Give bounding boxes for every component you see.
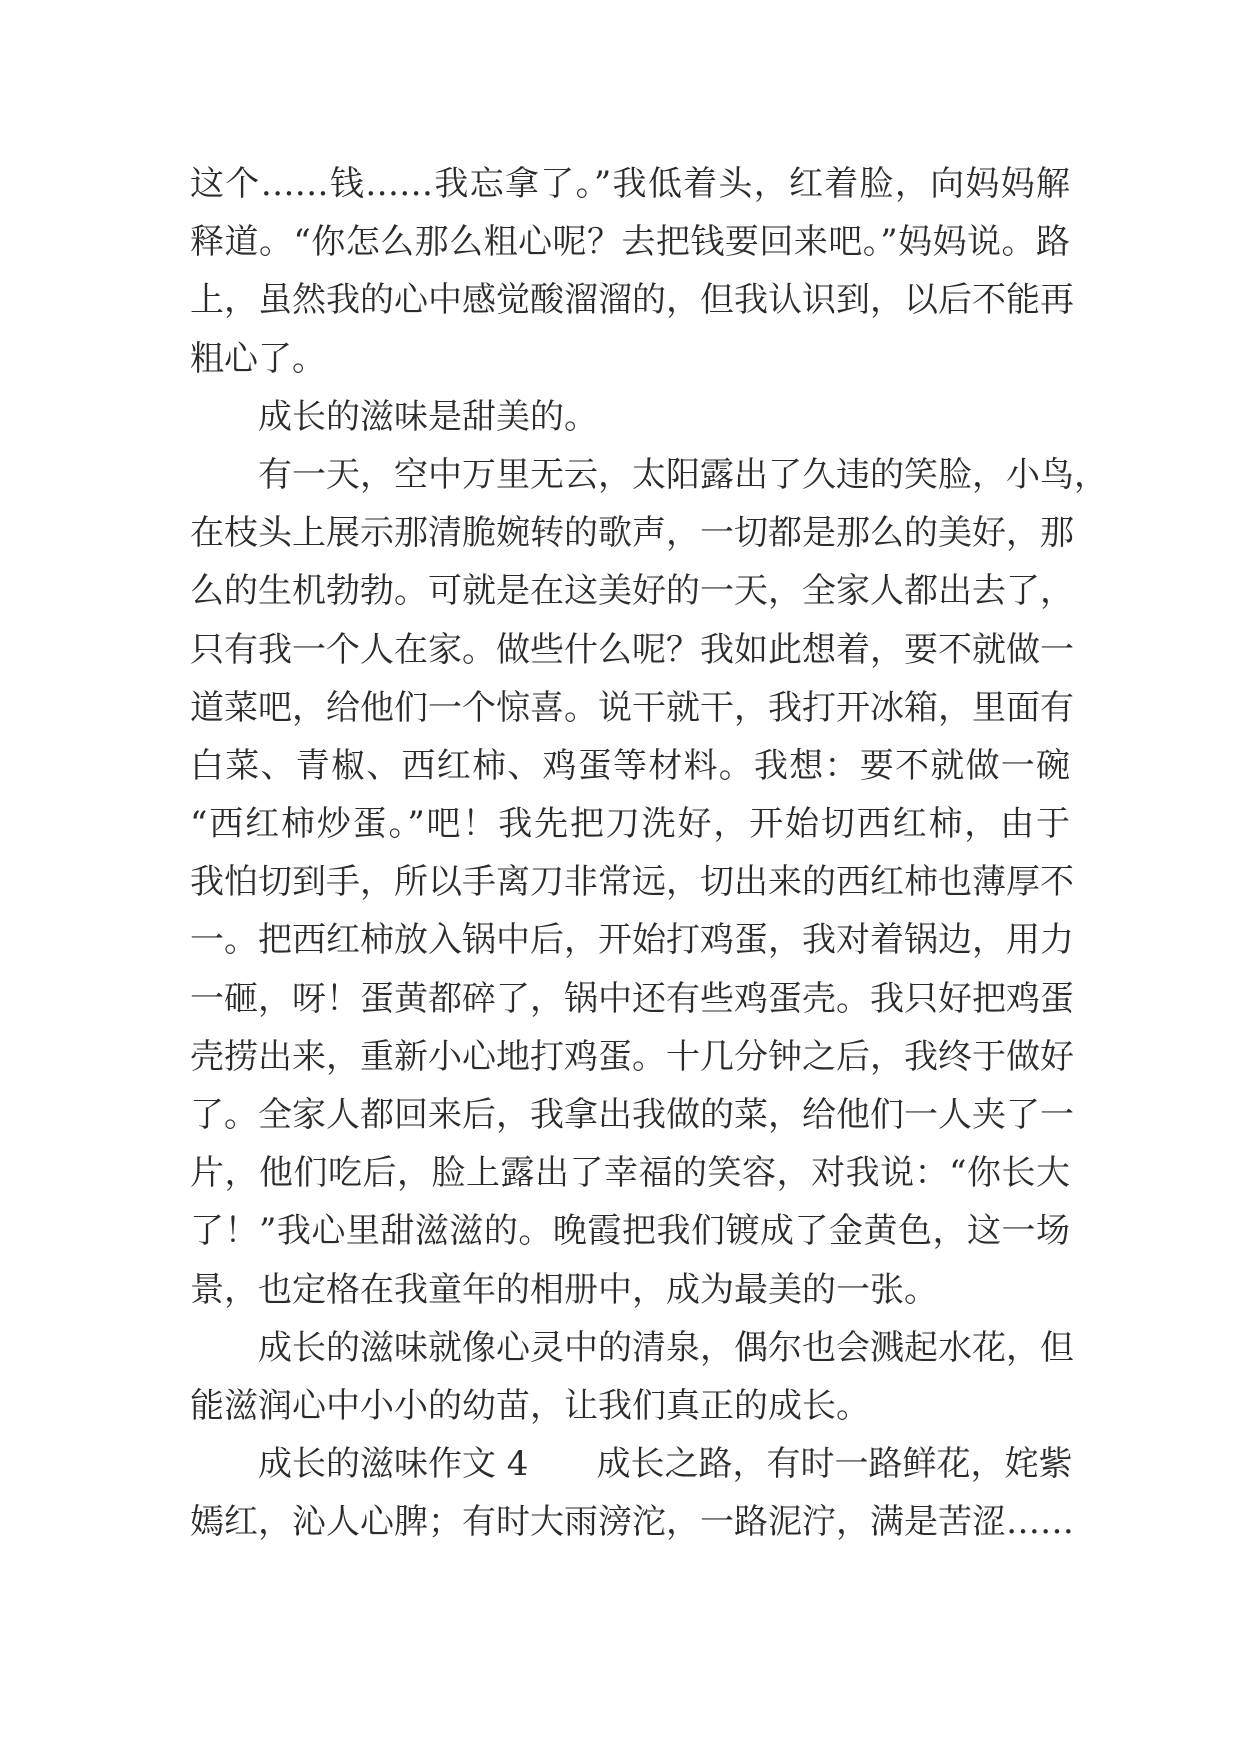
text-line: 能滋润心中小小的幼苗，让我们真正的成长。 <box>190 1385 870 1426</box>
text-line: 我怕切到手，所以手离刀非常远，切出来的西红柿也薄厚不 <box>190 862 1074 903</box>
text-line: 成长的滋味是甜美的。 <box>258 396 598 437</box>
text-line: 么的生机勃勃。可就是在这美好的一天，全家人都出去了， <box>190 571 1074 612</box>
text-line: 释道。“你怎么那么粗心呢？去把钱要回来吧。”妈妈说。路 <box>190 222 1070 263</box>
text-line: 了！”我心里甜滋滋的。晚霞把我们镀成了金黄色，这一场 <box>190 1211 1070 1252</box>
text-line: 了。全家人都回来后，我拿出我做的菜，给他们一人夹了一 <box>190 1095 1074 1135</box>
text-line: 景，也定格在我童年的相册中，成为最美的一张。 <box>190 1269 938 1310</box>
text-line: 嫣红，沁人心脾；有时大雨滂沱，一路泥泞，满是苦涩…… <box>190 1502 1074 1543</box>
text-line: 片，他们吃后，脸上露出了幸福的笑容，对我说：“你长大 <box>190 1153 1070 1194</box>
text-line: 道菜吧，给他们一个惊喜。说干就干，我打开冰箱，里面有 <box>190 687 1074 728</box>
text-line: 只有我一个人在家。做些什么呢？我如此想着，要不就做一 <box>190 629 1074 670</box>
text-line: 成长的滋味就像心灵中的清泉，偶尔也会溅起水花，但 <box>258 1327 1074 1368</box>
text-line: “西红柿炒蛋。”吧！我先把刀洗好，开始切西红柿，由于 <box>190 804 1070 845</box>
text-line: 一。把西红柿放入锅中后，开始打鸡蛋，我对着锅边，用力 <box>190 920 1074 961</box>
text-line: 白菜、青椒、西红柿、鸡蛋等材料。我想：要不就做一碗 <box>190 745 1070 786</box>
text-line: 一砸，呀！蛋黄都碎了，锅中还有些鸡蛋壳。我只好把鸡蛋 <box>190 978 1074 1019</box>
text-line: 粗心了。 <box>190 338 326 379</box>
text-line: 壳捞出来，重新小心地打鸡蛋。十几分钟之后，我终于做好 <box>190 1036 1074 1077</box>
text-line: 有一天，空中万里无云，太阳露出了久违的笑脸，小鸟， <box>258 454 1108 495</box>
text-line: 上，虽然我的心中感觉酸溜溜的，但我认识到，以后不能再 <box>190 280 1074 321</box>
body-text <box>190 155 1108 1552</box>
text-line: 成长的滋味作文 4 成长之路，有时一路鲜花，姹紫 <box>258 1444 1073 1485</box>
text-line: 这个……钱……我忘拿了。”我低着头，红着脸，向妈妈解 <box>190 164 1070 204</box>
text-line: 在枝头上展示那清脆婉转的歌声，一切都是那么的美好，那 <box>190 513 1074 554</box>
